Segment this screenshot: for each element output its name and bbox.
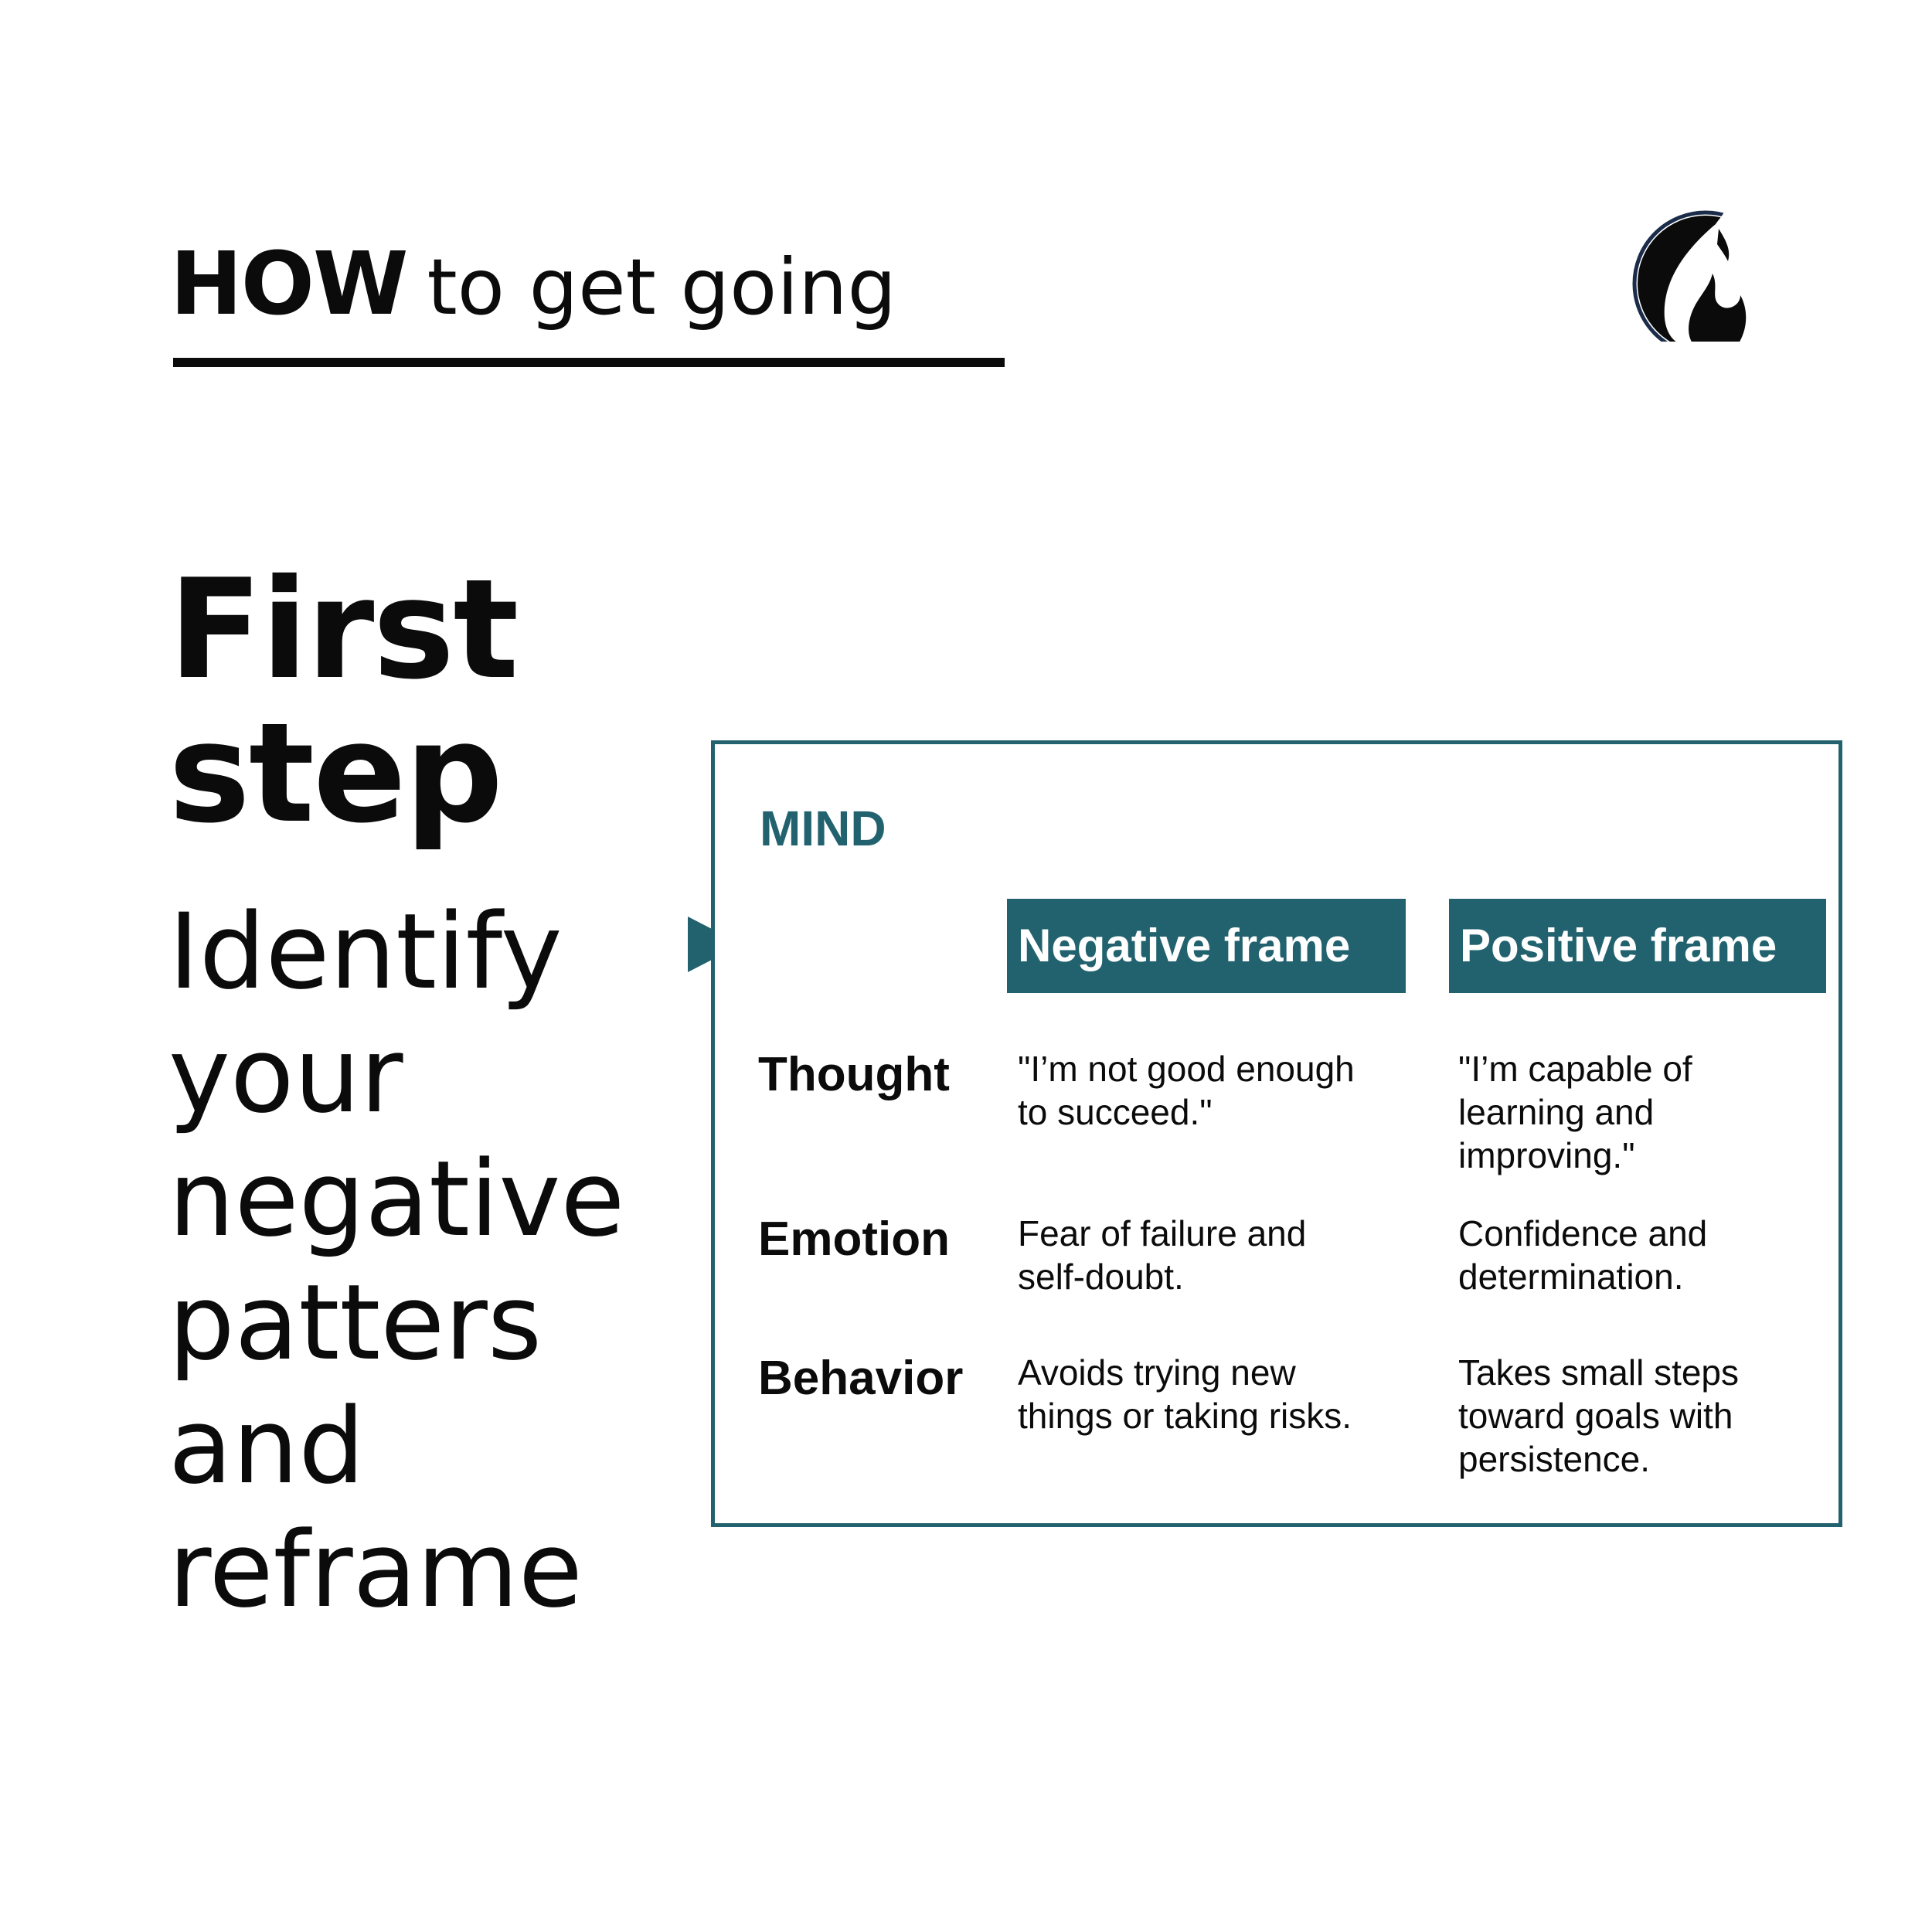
step-description — [168, 890, 624, 1632]
cell-line: Takes small steps — [1458, 1352, 1740, 1393]
step-title — [168, 549, 518, 853]
column-header-positive: Positive frame — [1449, 899, 1826, 993]
cell-line: "I’m capable of — [1458, 1049, 1692, 1089]
step-title-line: First — [168, 549, 518, 709]
row-label-thought: Thought — [758, 1048, 950, 1101]
step-description-line: reframe — [168, 1509, 583, 1631]
step-description-line: patters — [168, 1262, 543, 1383]
cell-line: to succeed." — [1018, 1092, 1213, 1132]
cell-line: Fear of failure and — [1018, 1213, 1307, 1253]
column-header-negative: Negative frame — [1007, 899, 1406, 993]
cell-emotion-positive — [1458, 1212, 1829, 1298]
cell-thought-negative — [1018, 1047, 1404, 1134]
cell-line: self-doubt. — [1018, 1257, 1184, 1297]
step-description-line: and — [168, 1386, 365, 1507]
row-label-behavior: Behavior — [758, 1352, 964, 1405]
header-underline — [173, 358, 1005, 367]
cell-thought-positive — [1458, 1047, 1829, 1177]
table-title: MIND — [760, 801, 886, 856]
cell-line: things or taking risks. — [1018, 1396, 1352, 1436]
step-description-line: negative — [168, 1138, 625, 1260]
header-title-bold: HOW — [170, 234, 407, 335]
step-title-line: step — [168, 693, 502, 853]
cell-line: "I’m not good enough — [1018, 1049, 1355, 1089]
cell-line: determination. — [1458, 1257, 1684, 1297]
cell-line: toward goals with — [1458, 1396, 1733, 1436]
cell-line: improving." — [1458, 1135, 1635, 1175]
cell-line: Avoids trying new — [1018, 1352, 1296, 1393]
cell-line: learning and — [1458, 1092, 1655, 1132]
cell-line: Confidence and — [1458, 1213, 1708, 1253]
cell-behavior-positive — [1458, 1351, 1829, 1481]
step-description-line: your — [168, 1015, 403, 1136]
row-label-emotion: Emotion — [758, 1213, 950, 1266]
mind-frame-table — [711, 740, 1842, 1527]
cell-line: persistence. — [1458, 1439, 1651, 1479]
header-title — [170, 234, 896, 335]
header-title-rest: to get going — [427, 242, 896, 332]
step-description-line: Identify — [168, 891, 563, 1012]
cell-behavior-negative — [1018, 1351, 1404, 1437]
cell-emotion-negative — [1018, 1212, 1404, 1298]
flame-icon — [1632, 210, 1779, 343]
